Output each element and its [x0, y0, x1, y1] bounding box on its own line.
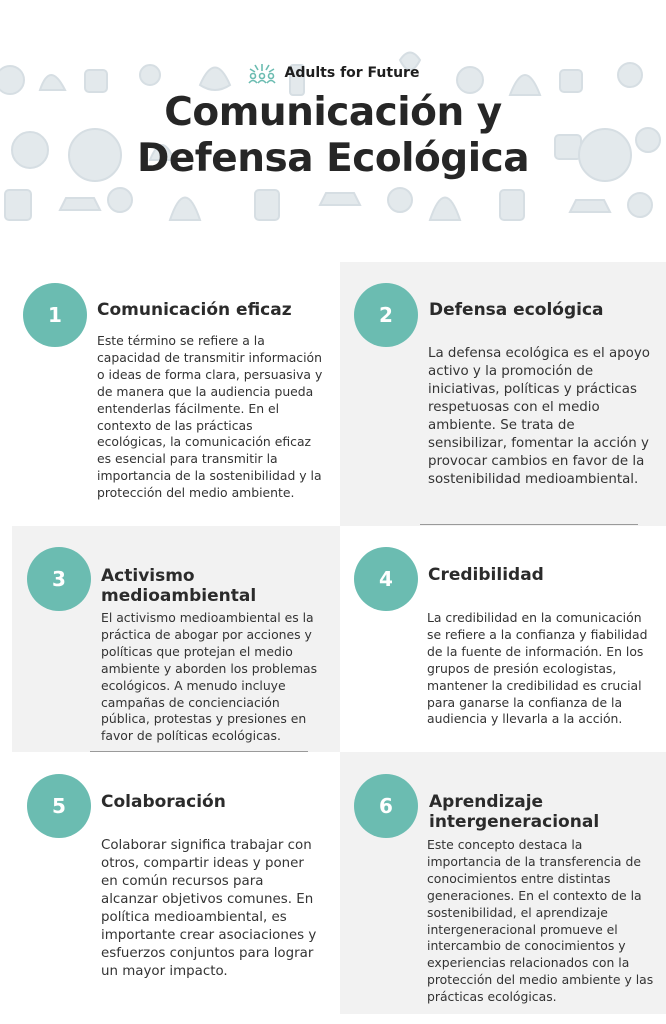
brand	[0, 60, 666, 86]
number-badge: 3	[27, 547, 91, 611]
card-title: Defensa ecológica	[429, 300, 604, 320]
card-title: Aprendizaje intergeneracional	[429, 792, 600, 832]
card-title: Activismo medioambiental	[101, 566, 257, 606]
number-badge: 4	[354, 547, 418, 611]
number-badge: 2	[354, 283, 418, 347]
card-body: La credibilidad en la comunicación se refiere a la confianza y fiabilidad de la fuente de información. En los grupos de presión ecologistas, mantener la credibilidad es crucial para ganarse la confianza de la audiencia y llevarla a la acción.	[427, 610, 648, 727]
divider	[420, 524, 638, 525]
card-body: El activismo medioambiental es la práctica de abogar por acciones y políticas que protejan el medio ambiente y aborden los problemas ecológicos. A menudo incluye campañas de concienciación pública, protestas y presiones en favor de políticas ecológicas.	[101, 610, 318, 744]
page-title	[0, 90, 666, 182]
card-title: Colaboración	[101, 792, 226, 812]
brand-name: Adults for Future	[284, 65, 420, 81]
header	[0, 0, 666, 236]
page-title-line-2: Defensa Ecológica	[136, 136, 530, 181]
card-body: La defensa ecológica es el apoyo activo y la promoción de iniciativas, políticas y prácticas respetuosas con el medio ambiente. Se trata de sensibilizar, fomentar la acción y provocar cambios en favor de la sostenibilidad medioambiental.	[428, 346, 650, 487]
card-body: Este término se refiere a la capacidad de transmitir información o ideas de forma clara, persuasiva y de manera que la audiencia pueda entenderlas fácilmente. En el contexto de las prácticas ecológicas, la comunicación eficaz es esencial para transmitir la importancia de la sostenibilidad y la protección del medio ambiente.	[97, 333, 323, 501]
card-title: Comunicación eficaz	[97, 300, 292, 320]
number-badge: 6	[354, 774, 418, 838]
card-body: Colaborar significa trabajar con otros, compartir ideas y poner en común recursos para alcanzar objetivos comunes. En política medioambiental, es importante crear asociaciones y esfuerzos conjuntos para lograr un mayor impacto.	[101, 838, 317, 979]
card-body: Este concepto destaca la importancia de la transferencia de conocimientos entre distintas generaciones. En el contexto de la sostenibilidad, el aprendizaje intergeneracional promueve el intercambio de conocimientos y experiencias relacionados con la protección del medio ambiente y las prácticas ecológicas.	[427, 837, 654, 1005]
page-title-line-1: Comunicación y	[164, 90, 502, 135]
card-title: Credibilidad	[428, 565, 544, 585]
people-leaves-logo-icon	[247, 61, 277, 85]
divider	[90, 751, 308, 752]
number-badge: 1	[23, 283, 87, 347]
number-badge: 5	[27, 774, 91, 838]
